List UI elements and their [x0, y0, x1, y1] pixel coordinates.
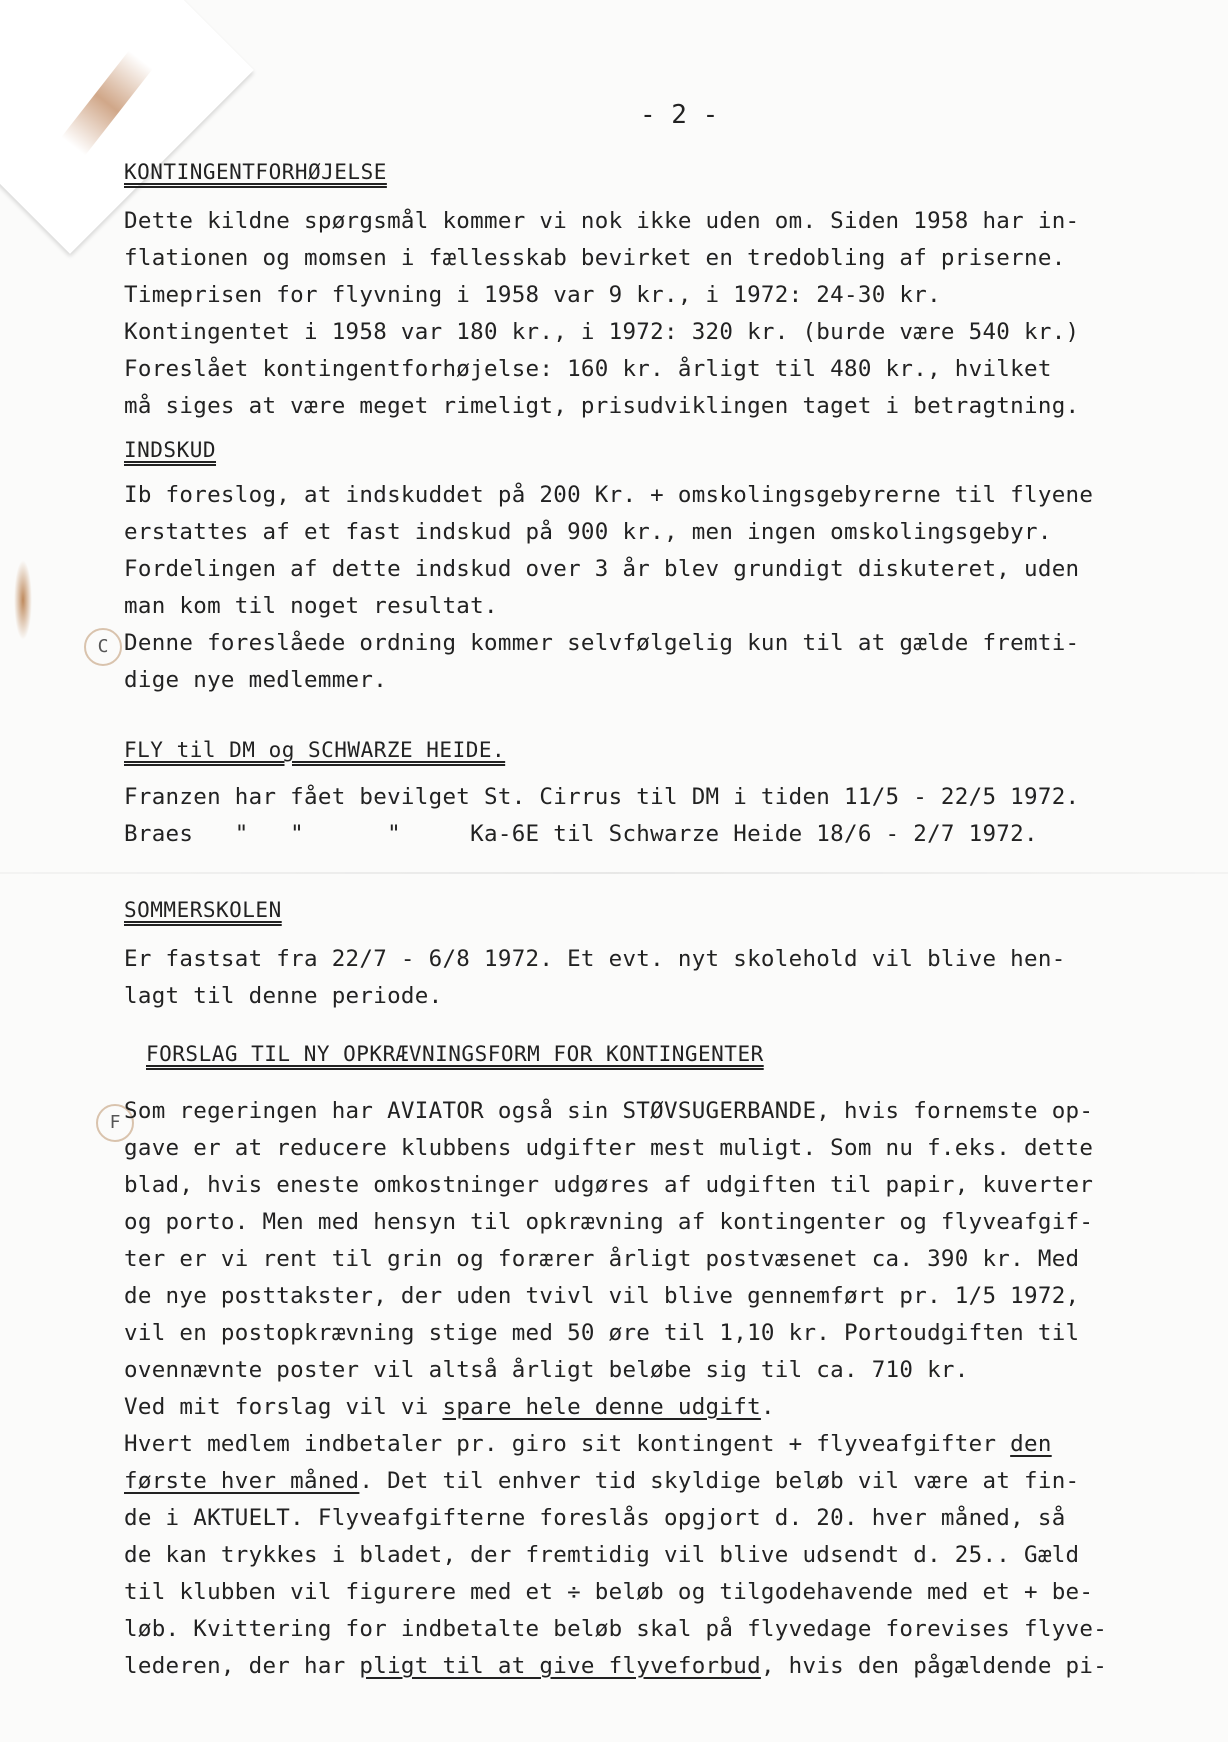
text-line: ter er vi rent til grin og forærer årligt postvæsenet ca. 390 kr. Med	[124, 1246, 1080, 1272]
heading-kontingent: KONTINGENTFORHØJELSE	[124, 160, 387, 184]
text-line: erstattes af et fast indskud på 900 kr., men ingen omskolingsgebyr.	[124, 519, 1052, 545]
margin-mark: F	[96, 1104, 134, 1142]
text-line: Foreslået kontingentforhøjelse: 160 kr. årligt til 480 kr., hvilket	[124, 356, 1052, 382]
text-line: Kontingentet i 1958 var 180 kr., i 1972: 320 kr. (burde være 540 kr.)	[124, 319, 1080, 345]
text-line: Franzen har fået bevilget St. Cirrus til DM i tiden 11/5 - 22/5 1972.	[124, 784, 1080, 810]
section-forslag	[124, 1098, 1184, 1679]
text-line: Ib foreslog, at indskuddet på 200 Kr. + omskolingsgebyrerne til flyene	[124, 482, 1094, 508]
heading-indskud: INDSKUD	[124, 438, 217, 462]
text-line: de kan trykkes i bladet, der fremtidig vil blive udsendt d. 25.. Gæld	[124, 1542, 1080, 1568]
underlined-text: den	[1010, 1431, 1052, 1457]
text-line: dige nye medlemmer.	[124, 667, 388, 693]
text-span: lederen, der har	[124, 1653, 360, 1679]
text-line: Denne foreslåede ordning kommer selvfølgelig kun til at gælde fremti-	[124, 630, 1080, 656]
text-line: gave er at reducere klubbens udgifter mest muligt. Som nu f.eks. dette	[124, 1135, 1094, 1161]
text-line: man kom til noget resultat.	[124, 593, 498, 619]
page-number: - 2 -	[640, 100, 719, 130]
text-span: .	[760, 1394, 775, 1420]
text-line: ovennævnte poster vil altså årligt beløbe sig til ca. 710 kr.	[124, 1357, 969, 1383]
text-line: de nye posttakster, der uden tvivl vil blive gennemført pr. 1/5 1972,	[124, 1283, 1080, 1309]
text-line: Dette kildne spørgsmål kommer vi nok ikke uden om. Siden 1958 har in-	[124, 208, 1080, 234]
margin-mark: C	[84, 628, 122, 666]
text-line: Som regeringen har AVIATOR også sin STØVSUGERBANDE, hvis fornemste op-	[124, 1098, 1094, 1124]
rust-stain	[14, 560, 32, 640]
section-fly	[124, 784, 1184, 888]
text-span: Hvert medlem indbetaler pr. giro sit kontingent + flyveafgifter	[124, 1431, 1011, 1457]
text-line	[124, 1468, 1079, 1494]
section-kontingent	[124, 208, 1184, 419]
underlined-text: spare hele denne udgift	[442, 1394, 761, 1420]
text-line: Braes " " " Ka-6E til Schwarze Heide 18/6 - 2/7 1972.	[124, 821, 1038, 847]
text-span: Ved mit forslag vil vi	[124, 1394, 443, 1420]
section-sommerskolen	[124, 946, 1184, 1050]
underlined-text: første hver måned	[124, 1468, 360, 1494]
underlined-text: pligt til at give flyveforbud	[359, 1653, 761, 1679]
text-line: og porto. Men med hensyn til opkrævning af kontingenter og flyveafgif-	[124, 1209, 1094, 1235]
text-line: vil en postopkrævning stige med 50 øre til 1,10 kr. Portoudgiften til	[124, 1320, 1080, 1346]
heading-sommerskolen: SOMMERSKOLEN	[124, 898, 282, 922]
section-indskud	[124, 482, 1184, 693]
text-line: må siges at være meget rimeligt, prisudviklingen taget i betragtning.	[124, 393, 1080, 419]
text-line	[124, 1431, 1052, 1457]
text-line	[124, 1653, 1107, 1679]
text-line: løb. Kvittering for indbetalte beløb skal på flyvedage forevises flyve-	[124, 1616, 1108, 1642]
text-line: flationen og momsen i fællesskab bevirket en tredobling af priserne.	[124, 245, 1066, 271]
text-line: lagt til denne periode.	[124, 983, 443, 1009]
text-line: blad, hvis eneste omkostninger udgøres af udgiften til papir, kuverter	[124, 1172, 1094, 1198]
text-line: Timeprisen for flyvning i 1958 var 9 kr., i 1972: 24-30 kr.	[124, 282, 941, 308]
text-line	[124, 1394, 775, 1420]
text-line: de i AKTUELT. Flyveafgifterne foreslås opgjort d. 20. hver måned, så	[124, 1505, 1066, 1531]
text-span: , hvis den pågældende pi-	[760, 1653, 1108, 1679]
heading-fly: FLY til DM og SCHWARZE HEIDE.	[124, 738, 506, 762]
text-line: til klubben vil figurere med et ÷ beløb og tilgodehavende med et + be-	[124, 1579, 1094, 1605]
text-line: Er fastsat fra 22/7 - 6/8 1972. Et evt. nyt skolehold vil blive hen-	[124, 946, 1066, 972]
text-line: Fordelingen af dette indskud over 3 år blev grundigt diskuteret, uden	[124, 556, 1080, 582]
heading-forslag: FORSLAG TIL NY OPKRÆVNINGSFORM FOR KONTINGENTER	[146, 1042, 764, 1066]
text-span: . Det til enhver tid skyldige beløb vil være at fin-	[359, 1468, 1080, 1494]
